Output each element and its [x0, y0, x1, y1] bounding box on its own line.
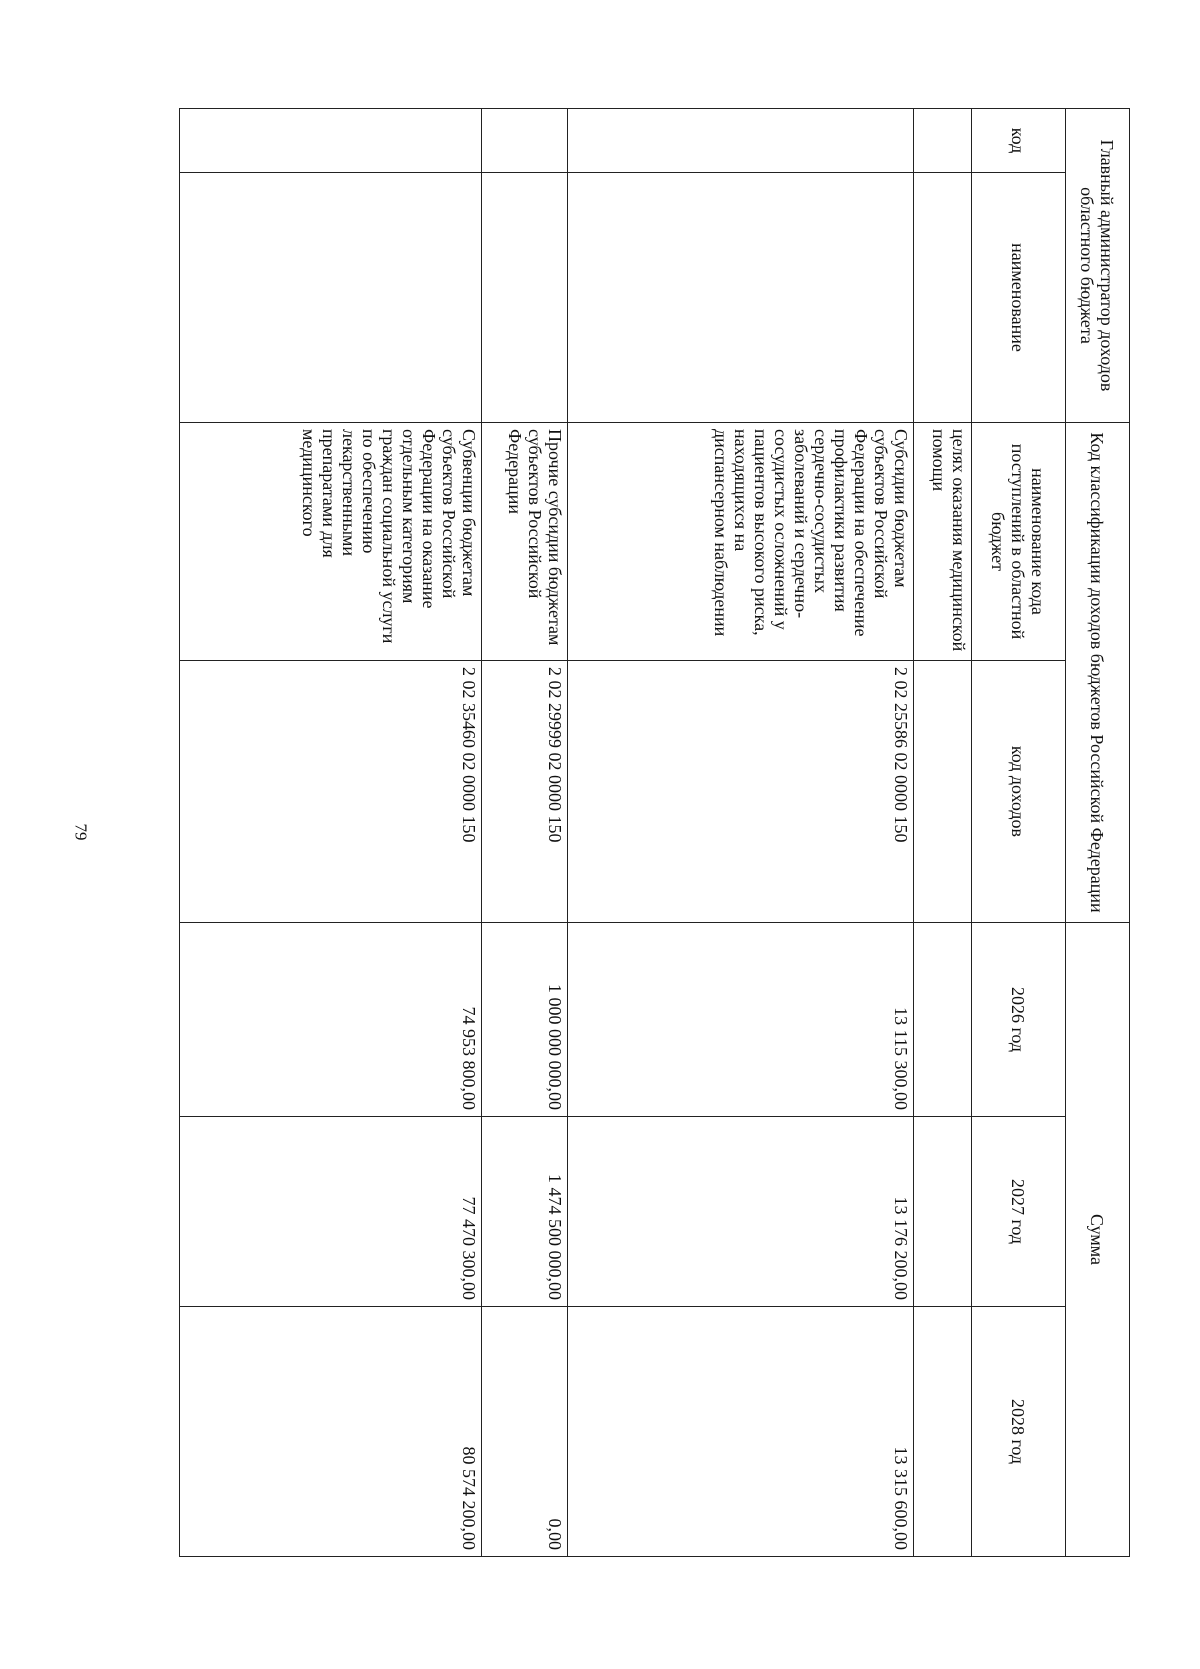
cell-admin-name: [914, 173, 972, 423]
cell-admin-name: [568, 173, 914, 423]
cell-sum-2028: 13 315 600,00: [568, 1307, 914, 1557]
rotated-table-container: [180, 108, 1130, 1556]
header-year-2027: 2027 год: [972, 1117, 1066, 1307]
header-row-groups: [1066, 109, 1130, 1557]
header-income-code: код доходов: [972, 661, 1066, 923]
cell-admin-code: [568, 109, 914, 173]
cell-income-name: Субсидии бюджетам субъектов Российской Федерации на обеспечение профилактики развития сердечно-сосудистых заболеваний и сердечно-сосудистых осложнений у пациентов высокого риска, находящихся на диспансерном наблюдении: [568, 423, 914, 661]
cell-income-code: 2 02 29999 02 0000 150: [482, 661, 568, 923]
cell-sum-2027: 77 470 300,00: [180, 1117, 482, 1307]
cell-sum-2028: 0,00: [482, 1307, 568, 1557]
cell-sum-2027: [914, 1117, 972, 1307]
header-year-2026: 2026 год: [972, 923, 1066, 1117]
income-table: [179, 108, 1130, 1557]
cell-sum-2027: 1 474 500 000,00: [482, 1117, 568, 1307]
header-row-columns: [972, 109, 1066, 1557]
cell-income-name: целях оказания медицинской помощи: [914, 423, 972, 661]
header-income-name: наименование кода поступлений в областной бюджет: [972, 423, 1066, 661]
cell-income-code: 2 02 35460 02 0000 150: [180, 661, 482, 923]
cell-sum-2026: 13 115 300,00: [568, 923, 914, 1117]
table-row: [482, 109, 568, 1557]
header-admin-code: код: [972, 109, 1066, 173]
cell-sum-2028: 80 574 200,00: [180, 1307, 482, 1557]
table-row: [914, 109, 972, 1557]
cell-income-name: Субвенции бюджетам субъектов Российской Федерации на оказание отдельным категориям граждан социальной услуги по обеспечению лекарственными препаратами для медицинского: [180, 423, 482, 661]
header-admin-group: Главный администратор доходов областного бюджета: [1066, 109, 1130, 423]
header-sum-group: Сумма: [1066, 923, 1130, 1557]
cell-admin-code: [482, 109, 568, 173]
cell-sum-2028: [914, 1307, 972, 1557]
rotated-table: [180, 108, 1130, 1556]
cell-admin-code: [180, 109, 482, 173]
header-year-2028: 2028 год: [972, 1307, 1066, 1557]
cell-income-code: [914, 661, 972, 923]
cell-sum-2027: 13 176 200,00: [568, 1117, 914, 1307]
table-row: [568, 109, 914, 1557]
cell-admin-code: [914, 109, 972, 173]
cell-income-code: 2 02 25586 02 0000 150: [568, 661, 914, 923]
cell-sum-2026: [914, 923, 972, 1117]
header-admin-name: наименование: [972, 173, 1066, 423]
page-number: 79: [71, 823, 91, 841]
header-kbk-group: Код классификации доходов бюджетов Российской Федерации: [1066, 423, 1130, 923]
cell-admin-name: [180, 173, 482, 423]
cell-income-name: Прочие субсидии бюджетам субъектов Российской Федерации: [482, 423, 568, 661]
table-row: [180, 109, 482, 1557]
cell-sum-2026: 1 000 000 000,00: [482, 923, 568, 1117]
cell-admin-name: [482, 173, 568, 423]
cell-sum-2026: 74 953 800,00: [180, 923, 482, 1117]
